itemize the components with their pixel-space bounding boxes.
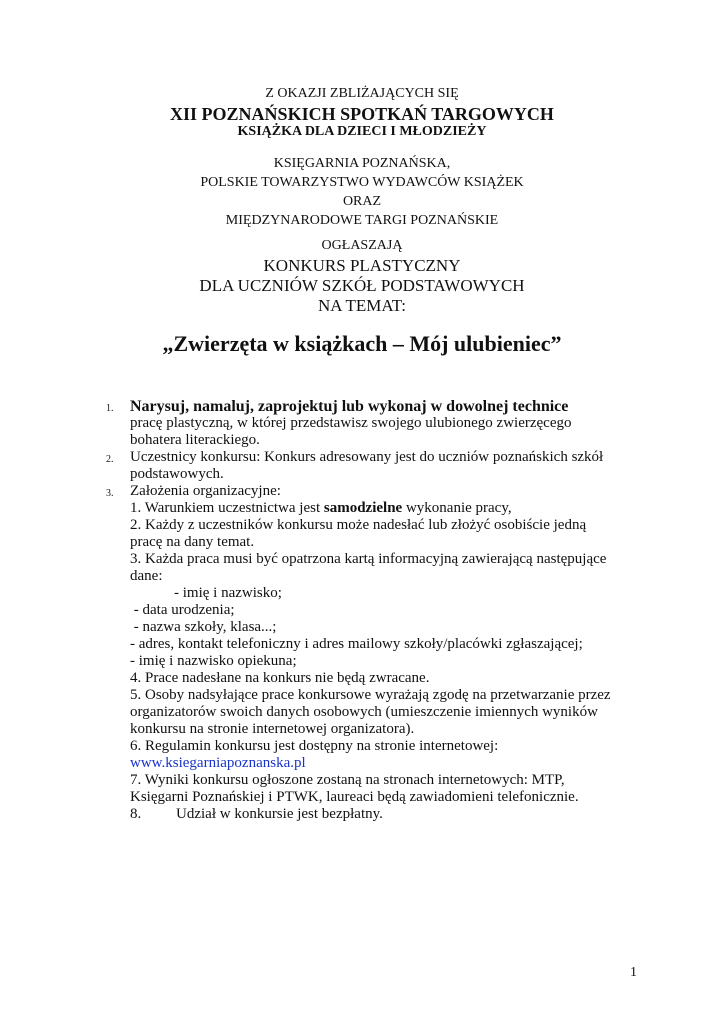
item-text: pracę plastyczną, w której przedstawisz swojego ulubionego zwierzęcego — [130, 415, 572, 431]
contest-line: DLA UCZNIÓW SZKÓŁ PODSTAWOWYCH — [199, 276, 525, 295]
rule-text: 3. Każda praca musi być opatrzona kartą informacyjną zawierającą następujące — [130, 551, 607, 567]
rule-text: 2. Każdy z uczestników konkursu może nadesłać lub złożyć osobiście jedną — [130, 517, 587, 533]
website-link[interactable]: www.ksiegarniapoznanska.pl — [130, 755, 306, 771]
contest-line: KONKURS PLASTYCZNY — [263, 256, 461, 275]
rule-text: Udział w konkursie jest bezpłatny. — [176, 806, 383, 822]
list-number: 2. — [106, 454, 114, 465]
rule-text: 5. Osoby nadsyłające prace konkursowe wyrażają zgodę na przetwarzanie przez — [130, 687, 611, 703]
rule-text: dane: — [130, 568, 163, 584]
rule-text: konkursu na stronie internetowej organizatora). — [130, 721, 415, 737]
contest-title — [0, 256, 724, 316]
rule-1 — [130, 500, 650, 517]
rules-list — [106, 398, 650, 823]
rule-text: pracę na dany temat. — [130, 534, 255, 550]
rule-number: 8. — [130, 806, 142, 822]
contest-theme: „Zwierzęta w książkach – Mój ulubieniec” — [162, 331, 562, 356]
header-line-1: Z OKAZJI ZBLIŻAJĄCYCH SIĘ — [265, 86, 459, 101]
data-field: - data urodzenia; — [130, 602, 235, 618]
list-item — [106, 449, 650, 483]
data-field: - imię i nazwisko; — [174, 585, 282, 601]
item-lead: Narysuj, namaluj, zaprojektuj lub wykonaj w dowolnej technice — [130, 398, 569, 415]
rule-text: 7. Wyniki konkursu ogłoszone zostaną na stronach internetowych: MTP, — [130, 772, 565, 788]
rule-text: organizatorów swoich danych osobowych (umieszczenie imiennych wyników — [130, 704, 598, 720]
item-text: bohatera literackiego. — [130, 432, 260, 448]
announce: OGŁASZAJĄ — [321, 238, 403, 253]
rule-text: Księgarni Poznańskiej i PTWK, laureaci będą zawiadomieni telefonicznie. — [130, 789, 579, 805]
list-item — [106, 398, 650, 449]
rule-emphasis: samodzielne — [323, 500, 403, 516]
organizers — [0, 154, 724, 230]
list-number: 1. — [106, 403, 114, 414]
rule-text: 6. Regulamin konkursu jest dostępny na stronie internetowej: — [130, 738, 499, 754]
contest-line: NA TEMAT: — [317, 296, 407, 315]
item-text: podstawowych. — [130, 466, 224, 482]
data-field: - adres, kontakt telefoniczny i adres mailowy szkoły/placówki zgłaszającej; — [130, 636, 583, 652]
organizer-line: POLSKIE TOWARZYSTWO WYDAWCÓW KSIĄŻEK — [200, 175, 524, 190]
page-number: 1 — [630, 965, 637, 980]
list-number: 3. — [106, 488, 114, 499]
header-subtitle: KSIĄŻKA DLA DZIECI I MŁODZIEŻY — [237, 124, 487, 139]
list-item — [106, 483, 650, 823]
rule-text: wykonanie pracy, — [402, 500, 512, 516]
rule-text: 1. Warunkiem uczestnictwa jest — [130, 500, 324, 516]
organizer-line: KSIĘGARNIA POZNAŃSKA, — [273, 156, 451, 171]
data-field: - nazwa szkoły, klasa...; — [130, 619, 277, 635]
organizer-line: MIĘDZYNARODOWE TARGI POZNAŃSKIE — [225, 213, 499, 228]
header-title: XII POZNAŃSKICH SPOTKAŃ TARGOWYCH — [170, 104, 554, 124]
rule-8 — [130, 806, 650, 823]
item-text: Uczestnicy konkursu: Konkurs adresowany jest do uczniów poznańskich szkół — [130, 449, 604, 465]
rule-text: 4. Prace nadesłane na konkurs nie będą zwracane. — [130, 670, 430, 686]
item-text: Założenia organizacyjne: — [130, 483, 281, 499]
organizer-line: ORAZ — [342, 194, 382, 209]
data-field: - imię i nazwisko opiekuna; — [130, 653, 297, 669]
